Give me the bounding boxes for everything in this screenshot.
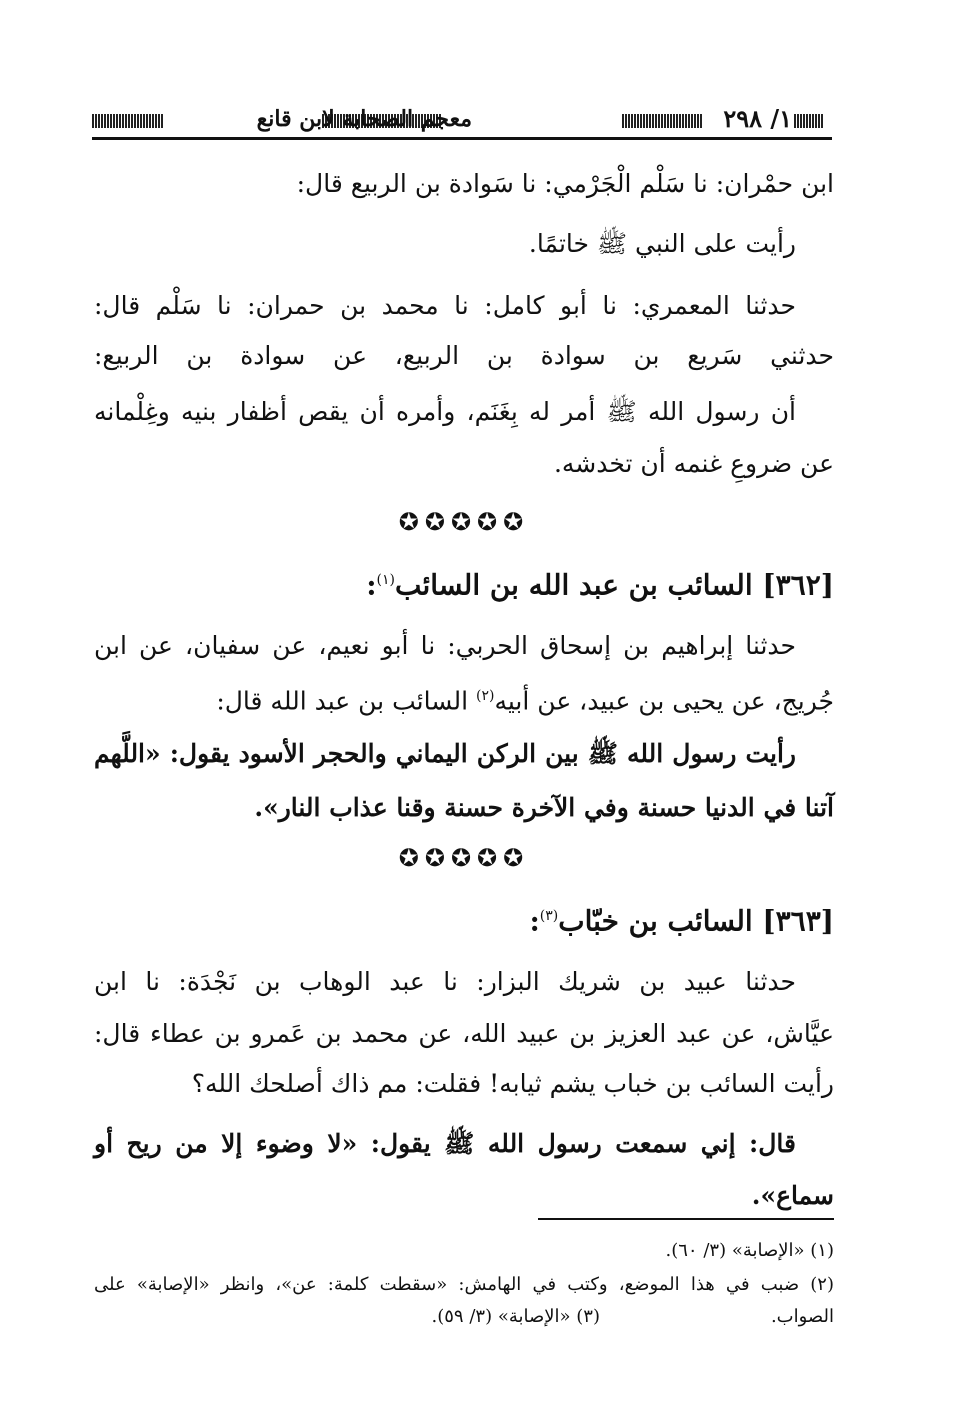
footnote: الصواب. [770,1306,834,1327]
page-number: ١/ ٢٩٨ [723,104,792,133]
footnote-mark: (٣) [539,908,559,924]
text-line: حدثنا إبراهيم بن إسحاق الحربي: نا أبو نعيم، عن سفيان، عن ابن [94,631,796,660]
entry-colon: : [529,904,540,938]
header-ornament [794,114,824,128]
text-line: أن رسول الله ﷺ أمر له بِغَنَم، وأمره أن يقص أظفار بنيه وغِلْمانه [94,397,796,426]
text-span: السائب بن عبد الله قال: [216,686,477,716]
text-line: حدثنا عبيد بن شريك البزار: نا عبد الوهاب بن نَجْدَة: نا ابن [94,967,796,996]
footnote-mark: (١) [376,572,395,588]
text-line: حدثنا المعمري: نا أبو كامل: نا محمد بن حمران: نا سَلْم قال: [94,291,796,320]
footnote: (٣) «الإصابة» (٣/ ٥٩). [431,1306,600,1327]
text-line: عن ضروعِ غنمه أن تخدشه. [553,449,834,478]
text-line: آتنا في الدنيا حسنة وفي الآخرة حسنة وقنا عذاب النار». [254,793,834,822]
section-separator: ✪✪✪✪✪ [398,844,530,872]
text-line: رأيت رسول الله ﷺ بين الركن اليماني والحجر الأسود يقول: «اللَّهم [94,739,796,768]
running-header [92,104,832,140]
entry-colon: : [366,568,377,602]
header-ornament [92,114,164,128]
footnote: (١) «الإصابة» (٣/ ٦٠). [665,1240,834,1261]
entry-heading [529,894,834,943]
text-line: عيَّاش، عن عبد العزيز بن عبيد الله، عن محمد بن عَمرو بن عطاء قال: [94,1019,834,1048]
text-line: رأيت السائب بن خباب يشم ثيابه! فقلت: مم ذاك أصلحك الله؟ [191,1069,834,1098]
text-line: قال: إني سمعت رسول الله ﷺ يقول: «لا وضوء إلا من ريح أو [94,1129,796,1158]
header-ornament [622,114,702,128]
header-rule [92,137,832,140]
text-line: حدثني سَريع بن سوادة بن الربيع، عن سوادة بن الربيع: [94,341,834,370]
text-line: ابن حمْران: نا سَلْم الْجَرْمي: نا سَوادة بن الربيع قال: [296,169,834,198]
entry-heading [366,558,834,607]
footnote: (٢) ضبب في هذا الموضع، وكتب في الهامش: «سقطت كلمة: عن»، وانظر «الإصابة» على [94,1274,834,1295]
text-line: رأيت على النبي ﷺ خاتمًا. [528,229,796,258]
text-line [94,676,834,721]
book-title: معجم الصحابة لابن قانع [256,106,472,132]
entry-title: [٣٦٢] السائب بن عبد الله بن السائب [395,568,834,602]
footnote-rule [538,1218,834,1220]
footnote-mark: (٢) [476,688,495,704]
text-line: سماع». [751,1181,834,1210]
text-span: جُريج، عن يحيى بن عبيد، عن أبيه [494,686,834,716]
entry-title: [٣٦٣] السائب بن خبّاب [558,904,834,938]
section-separator: ✪✪✪✪✪ [398,508,530,536]
